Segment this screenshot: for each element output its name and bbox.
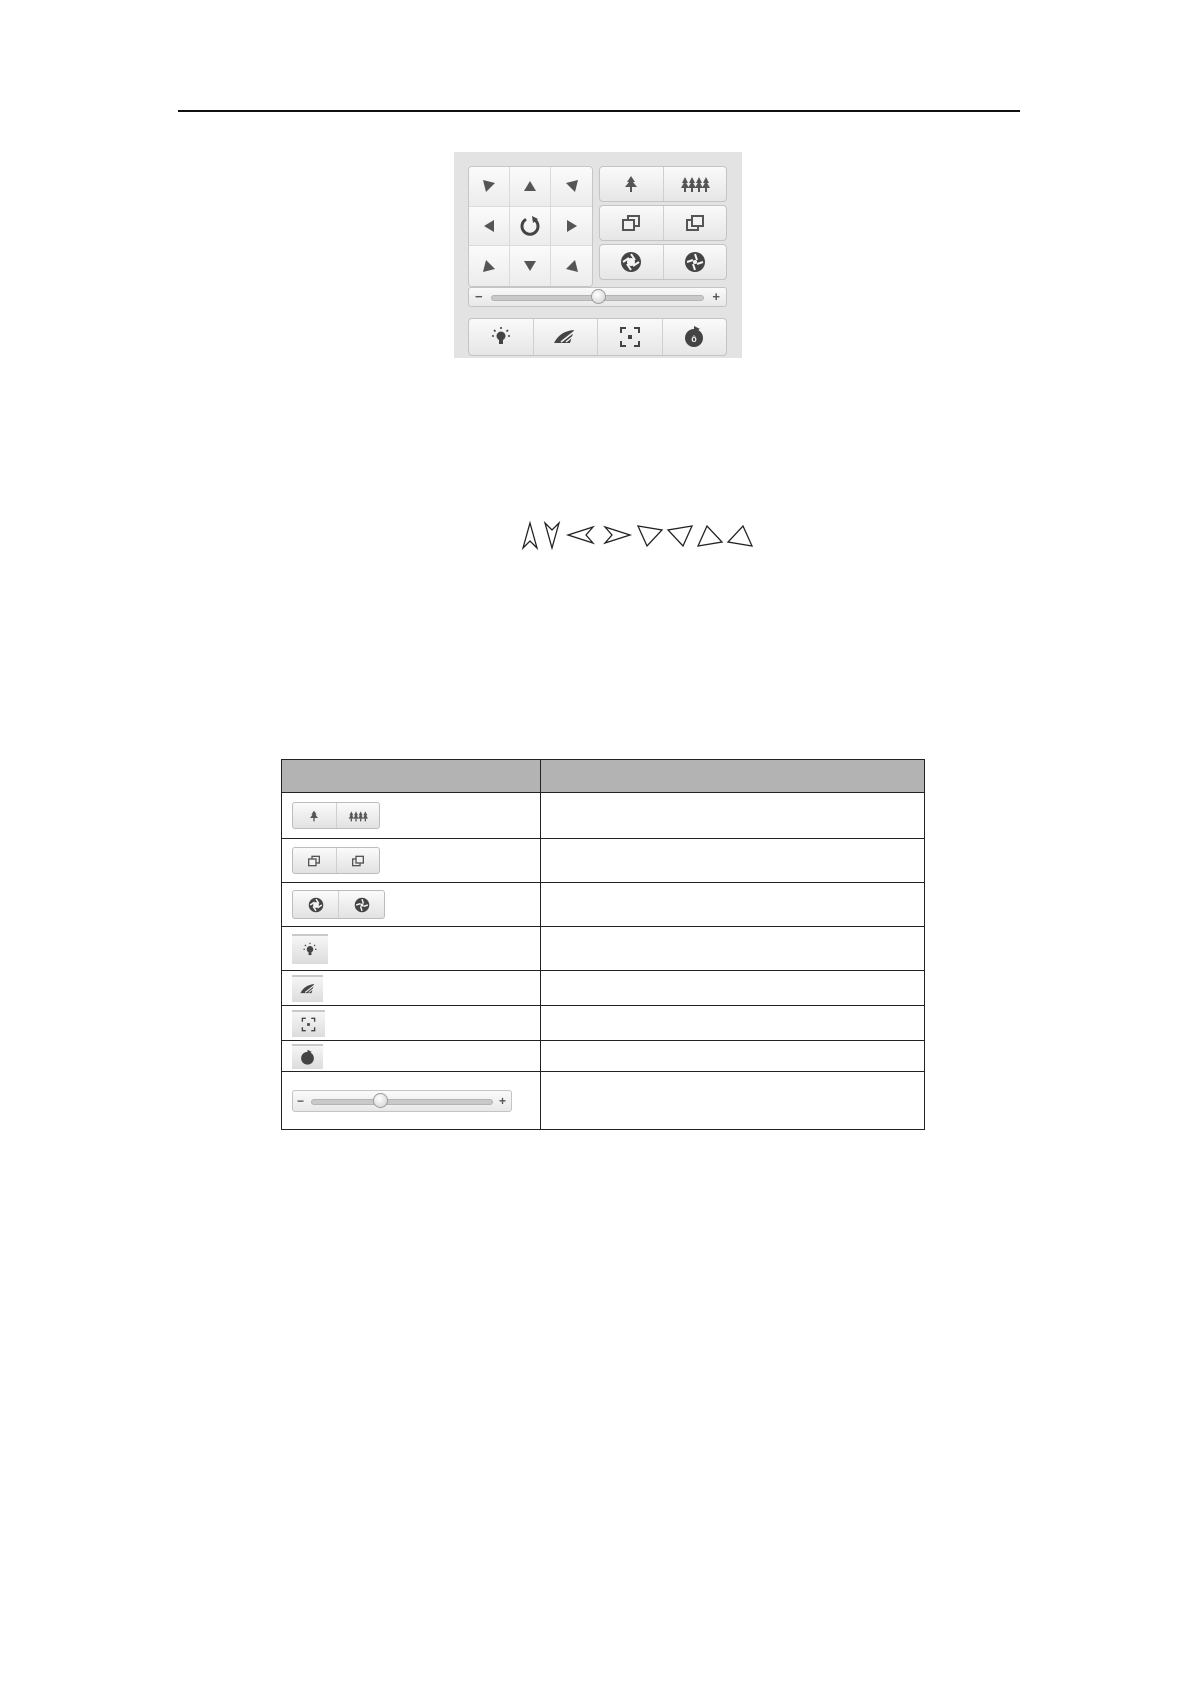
focus-near-button[interactable] [600, 206, 663, 240]
zoom-button-group [599, 166, 727, 202]
arrow-up-left-icon [481, 178, 497, 194]
one-touch-focus-button[interactable] [597, 319, 662, 355]
ptz-speed-slider[interactable] [292, 1090, 512, 1112]
table-cell-icon [282, 927, 541, 971]
auxiliary-button-group [468, 318, 727, 356]
iris-open-button[interactable] [600, 245, 663, 279]
table-row [282, 793, 925, 839]
table-header-icon [282, 760, 541, 793]
pan-right-button[interactable] [551, 207, 592, 247]
slider-track [311, 1099, 493, 1105]
wiper-button[interactable] [533, 319, 598, 355]
focus-near-icon [307, 855, 321, 867]
zoom-button-group [292, 802, 380, 829]
arrow-left-icon [481, 218, 497, 234]
pan-left-button[interactable] [469, 207, 510, 247]
iris-open-icon [308, 897, 324, 913]
svg-text:ô: ô [691, 334, 697, 344]
pan-up-button[interactable] [510, 167, 551, 207]
arrow-up-outline-icon [523, 523, 537, 548]
arrow-up-left-outline-icon [728, 526, 752, 546]
table-cell-description [541, 927, 925, 971]
slider-minus-label: − [297, 1093, 305, 1108]
iris-open-button[interactable] [293, 891, 338, 918]
focus-far-button[interactable] [336, 848, 379, 873]
iris-button-group [292, 890, 385, 919]
iris-open-icon [620, 251, 642, 273]
iris-button-group [599, 244, 727, 280]
iris-close-icon [354, 897, 370, 913]
pan-down-button[interactable] [510, 246, 551, 286]
focus-near-icon [621, 214, 641, 232]
table-row [282, 839, 925, 883]
table-cell-description [541, 1072, 925, 1130]
one-touch-focus-button[interactable] [292, 1010, 325, 1037]
arrow-down-left-outline-icon [668, 526, 692, 546]
focus-button-group [292, 847, 380, 874]
button-description-table [281, 759, 925, 1130]
focus-near-button[interactable] [293, 848, 336, 873]
zoom-in-icon [622, 174, 640, 194]
arrow-up-right-icon [564, 178, 580, 194]
wiper-icon [552, 327, 578, 347]
arrow-right-icon [564, 218, 580, 234]
arrow-up-icon [522, 178, 538, 194]
zoom-in-icon [308, 809, 320, 823]
table-cell-icon [282, 1072, 541, 1130]
lens-initialization-icon [682, 325, 706, 349]
pan-down-right-button[interactable] [551, 246, 592, 286]
table-row [282, 927, 925, 971]
table-cell-description [541, 1006, 925, 1041]
slider-minus-label: − [475, 289, 483, 304]
lens-initialization-button[interactable] [662, 319, 727, 355]
zoom-in-button[interactable] [293, 803, 336, 828]
slider-thumb[interactable] [591, 289, 606, 304]
table-cell-description [541, 1041, 925, 1072]
light-button[interactable] [469, 319, 533, 355]
light-icon [301, 942, 319, 958]
table-row [282, 1041, 925, 1072]
slider-thumb[interactable] [373, 1093, 388, 1108]
pan-down-left-button[interactable] [469, 246, 510, 286]
table-row [282, 1006, 925, 1041]
header-rule [178, 110, 1020, 112]
table-cell-icon [282, 839, 541, 883]
ptz-control-panel [454, 152, 742, 358]
slider-plus-label: + [498, 1093, 506, 1108]
lens-initialization-button[interactable] [292, 1044, 323, 1069]
focus-far-icon [685, 214, 705, 232]
one-touch-focus-icon [301, 1017, 316, 1032]
auto-scan-button[interactable] [510, 207, 551, 247]
pan-up-left-button[interactable] [469, 167, 510, 207]
arrow-down-right-icon [564, 258, 580, 274]
wiper-button[interactable] [292, 975, 323, 1002]
zoom-in-button[interactable] [600, 167, 663, 201]
zoom-out-button[interactable] [663, 167, 727, 201]
arrow-left-outline-icon [568, 527, 593, 543]
focus-far-icon [351, 855, 365, 867]
table-row [282, 883, 925, 927]
lens-initialization-icon [299, 1049, 316, 1066]
direction-arrow-glyphs [520, 521, 760, 551]
auto-scan-icon [517, 213, 543, 239]
table-cell-description [541, 793, 925, 839]
focus-button-group [599, 205, 727, 241]
arrow-down-outline-icon [545, 523, 559, 548]
table-cell-description [541, 839, 925, 883]
slider-plus-label: + [712, 289, 720, 304]
table-row [282, 1072, 925, 1130]
light-button[interactable] [292, 934, 328, 964]
arrow-up-right-outline-icon [698, 526, 722, 546]
zoom-out-icon [680, 174, 710, 194]
zoom-out-button[interactable] [336, 803, 379, 828]
table-cell-description [541, 971, 925, 1006]
arrow-down-icon [522, 258, 538, 274]
iris-close-button[interactable] [663, 245, 727, 279]
focus-far-button[interactable] [663, 206, 727, 240]
table-cell-icon [282, 1006, 541, 1041]
arrow-down-right-outline-icon [638, 526, 662, 546]
light-icon [489, 326, 513, 348]
one-touch-focus-icon [619, 326, 641, 348]
iris-close-icon [684, 251, 706, 273]
ptz-speed-slider[interactable] [468, 287, 727, 307]
table-row [282, 971, 925, 1006]
wiper-icon [299, 982, 317, 996]
arrow-right-outline-icon [605, 527, 630, 543]
table-cell-icon [282, 793, 541, 839]
table-header-description [541, 760, 925, 793]
arrow-down-left-icon [481, 258, 497, 274]
zoom-out-icon [348, 809, 368, 823]
table-cell-description [541, 883, 925, 927]
table-header-row [282, 760, 925, 793]
pan-up-right-button[interactable] [551, 167, 592, 207]
table-cell-icon [282, 1041, 541, 1072]
iris-close-button[interactable] [338, 891, 384, 918]
table-cell-icon [282, 971, 541, 1006]
table-cell-icon [282, 883, 541, 927]
direction-pad [468, 166, 593, 287]
